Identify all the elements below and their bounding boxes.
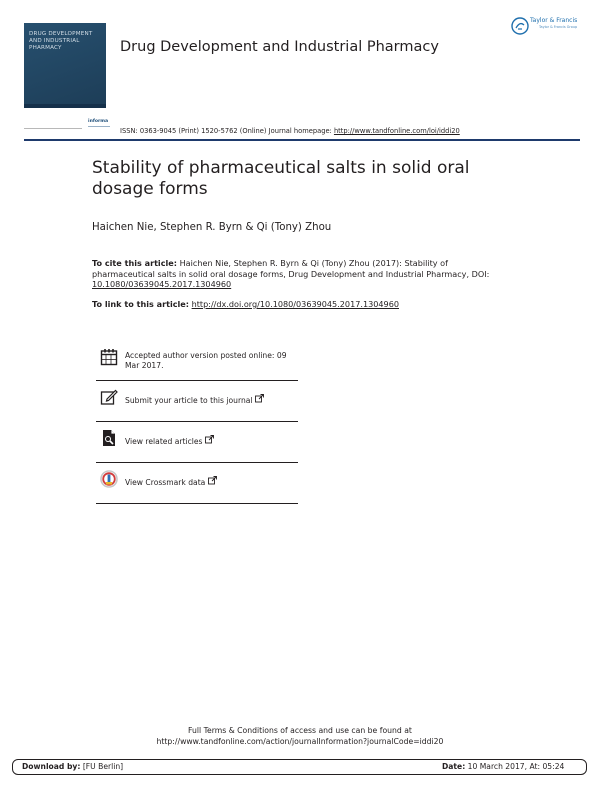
- article-authors: Haichen Nie, Stephen R. Byrn & Qi (Tony) Zhou: [92, 222, 332, 233]
- article-doi-url-link[interactable]: http://dx.doi.org/10.1080/03639045.2017.1304960: [191, 299, 399, 309]
- link-label: To link to this article:: [92, 299, 190, 309]
- download-date: [442, 762, 564, 771]
- action-related-articles[interactable]: [96, 428, 298, 456]
- publisher-subtitle: Taylor & Francis Group: [539, 25, 578, 29]
- downloaded-by-value: [FU Berlin]: [82, 762, 124, 771]
- related-articles-label: View related articles: [125, 437, 203, 446]
- action-accepted-version: [96, 347, 298, 379]
- submit-article-link[interactable]: [125, 394, 264, 406]
- citation-block: [92, 258, 512, 290]
- cover-strip: [24, 104, 106, 108]
- calendar-icon: [100, 348, 118, 366]
- issn-line: [120, 127, 460, 135]
- issn-text: ISSN: 0363-9045 (Print) 1520-5762 (Online) Journal homepage:: [120, 127, 334, 135]
- journal-title: Drug Development and Industrial Pharmacy: [120, 39, 439, 55]
- external-link-icon: [205, 435, 214, 444]
- download-info-bar: [12, 759, 587, 775]
- download-date-value: 10 March 2017, At: 05:24: [467, 762, 565, 771]
- informa-logo-underline: [88, 126, 110, 127]
- external-link-icon: [208, 476, 217, 485]
- action-divider: [96, 421, 298, 422]
- cite-label: To cite this article:: [92, 258, 178, 268]
- cover-caption-line: [24, 128, 82, 129]
- crossmark-link[interactable]: [125, 476, 217, 488]
- journal-homepage-link[interactable]: http://www.tandfonline.com/loi/iddi20: [333, 127, 460, 135]
- downloaded-by-label: Download by:: [22, 762, 81, 771]
- downloaded-by: [22, 762, 123, 771]
- download-date-label: Date:: [442, 762, 466, 771]
- action-crossmark[interactable]: [96, 469, 298, 497]
- doi-link[interactable]: 10.1080/03639045.2017.1304960: [92, 279, 232, 290]
- cover-title: DRUG DEVELOPMENT AND INDUSTRIAL PHARMACY: [29, 31, 93, 51]
- journal-cover-image: [24, 23, 106, 108]
- terms-notice: [100, 725, 500, 747]
- action-divider: [96, 503, 298, 504]
- publisher-name: Taylor & Francis: [530, 17, 578, 24]
- action-divider: [96, 462, 298, 463]
- cite-text: Haichen Nie, Stephen R. Byrn & Qi (Tony) Zhou (2017): Stability of pharmaceutical salts in solid oral dosage forms, Drug Development and Industrial Pharmacy, DOI:: [92, 258, 490, 279]
- action-divider: [96, 380, 298, 381]
- related-articles-link[interactable]: [125, 435, 214, 447]
- crossmark-label: View Crossmark data: [125, 478, 206, 487]
- accepted-version-text: Accepted author version posted online: 09 Mar 2017.: [125, 351, 287, 370]
- header-divider: [24, 139, 580, 141]
- crossmark-icon: [100, 470, 118, 488]
- publisher-logo[interactable]: [509, 14, 585, 38]
- informa-logo: informa: [88, 119, 109, 124]
- article-link-line: [92, 299, 399, 309]
- pencil-edit-icon: [100, 388, 118, 406]
- article-title: Stability of pharmaceutical salts in solid oral dosage forms: [92, 158, 470, 199]
- terms-line: Full Terms & Conditions of access and use can be found at: [188, 726, 412, 735]
- terms-url-link[interactable]: http://www.tandfonline.com/action/journalInformation?journalCode=iddi20: [156, 737, 444, 746]
- document-search-icon: [100, 429, 118, 447]
- submit-article-label: Submit your article to this journal: [125, 396, 253, 405]
- publisher-logo-icon: [510, 16, 530, 36]
- action-submit-article[interactable]: [96, 387, 298, 415]
- external-link-icon: [255, 394, 264, 403]
